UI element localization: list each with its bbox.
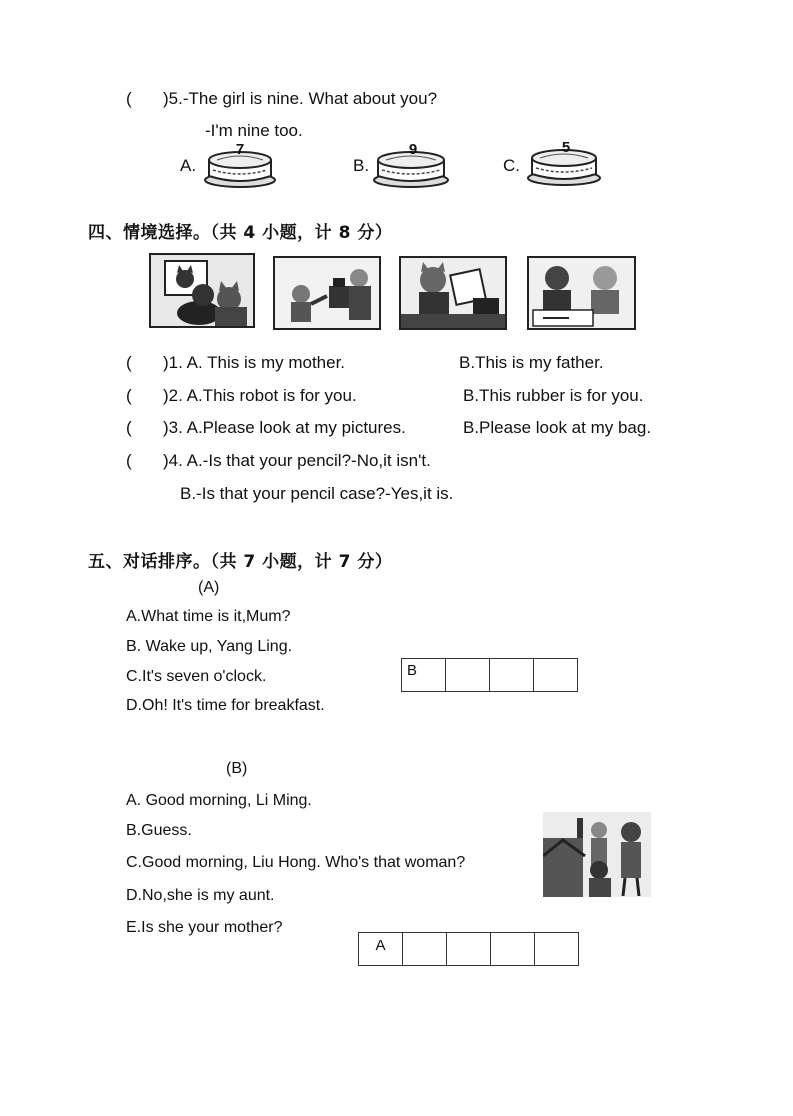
s4-item-1-option-b: B.This is my father. — [459, 353, 604, 372]
s4-item-2-option-b: B.This rubber is for you. — [463, 386, 644, 405]
q5-question: )5.-The girl is nine. What about you? — [163, 89, 438, 108]
birthday-cake-9-image[interactable] — [372, 138, 450, 190]
part-b-box-3[interactable] — [447, 933, 491, 966]
s4-item-3-option-b: B.Please look at my bag. — [463, 418, 652, 437]
picture-3-cat-desk — [399, 256, 507, 330]
picture-1-cat-family — [149, 253, 255, 328]
q5-option-b-label: B. — [353, 156, 370, 175]
part-b-line-a: A. Good morning, Li Ming. — [126, 792, 312, 809]
section-4-heading: 四、情境选择。（共 4 小题，计 8 分） — [88, 223, 393, 243]
q5-paren[interactable]: ( — [126, 89, 132, 108]
part-a-answer-boxes — [401, 658, 578, 692]
part-a-box-3[interactable] — [490, 659, 534, 692]
part-b-box-4[interactable] — [491, 933, 535, 966]
part-a-label: (A) — [198, 579, 220, 596]
part-b-line-d: D.No,she is my aunt. — [126, 887, 275, 904]
q5-option-a-label: A. — [180, 156, 197, 175]
birthday-cake-5-image[interactable] — [526, 136, 603, 188]
part-a-line-d: D.Oh! It's time for breakfast. — [126, 697, 325, 714]
part-b-box-5[interactable] — [535, 933, 579, 966]
part-b-box-1: A — [359, 933, 403, 966]
s4-item-4-paren[interactable]: ( — [126, 451, 132, 470]
s4-item-1-option-a: )1. A. This is my mother. — [163, 353, 346, 372]
s4-item-4-option-a: )4. A.-Is that your pencil?-No,it isn't. — [163, 451, 431, 470]
picture-4-pencil-case — [527, 256, 636, 330]
part-b-line-b: B.Guess. — [126, 822, 192, 839]
cake-c-number: 5 — [561, 139, 571, 156]
picture-children-street — [543, 812, 651, 897]
part-a-line-c: C.It's seven o'clock. — [126, 668, 267, 685]
part-a-line-b: B. Wake up, Yang Ling. — [126, 638, 293, 655]
part-b-line-c: C.Good morning, Liu Hong. Who's that woman? — [126, 854, 466, 871]
s4-item-3-paren[interactable]: ( — [126, 418, 132, 437]
part-a-box-4[interactable] — [534, 659, 578, 692]
cake-b-number: 9 — [408, 141, 418, 158]
part-b-box-2[interactable] — [403, 933, 447, 966]
s4-item-3-option-a: )3. A.Please look at my pictures. — [163, 418, 406, 437]
birthday-cake-7-image[interactable] — [203, 138, 277, 190]
part-b-line-e: E.Is she your mother? — [126, 919, 283, 936]
part-a-box-2[interactable] — [446, 659, 490, 692]
s4-item-2-paren[interactable]: ( — [126, 386, 132, 405]
picture-2-robot-gift — [273, 256, 381, 330]
part-a-box-1: B — [402, 659, 446, 692]
section-5-heading: 五、对话排序。（共 7 小题，计 7 分） — [88, 552, 393, 572]
s4-item-4-option-b: B.-Is that your pencil case?-Yes,it is. — [180, 484, 454, 503]
q5-answer: -I'm nine too. — [205, 121, 303, 140]
s4-item-2-option-a: )2. A.This robot is for you. — [163, 386, 357, 405]
cake-a-number: 7 — [235, 141, 245, 158]
part-b-answer-boxes — [358, 932, 579, 966]
q5-option-c-label: C. — [503, 156, 520, 175]
part-a-line-a: A.What time is it,Mum? — [126, 608, 291, 625]
s4-item-1-paren[interactable]: ( — [126, 353, 132, 372]
part-b-label: (B) — [226, 760, 248, 777]
